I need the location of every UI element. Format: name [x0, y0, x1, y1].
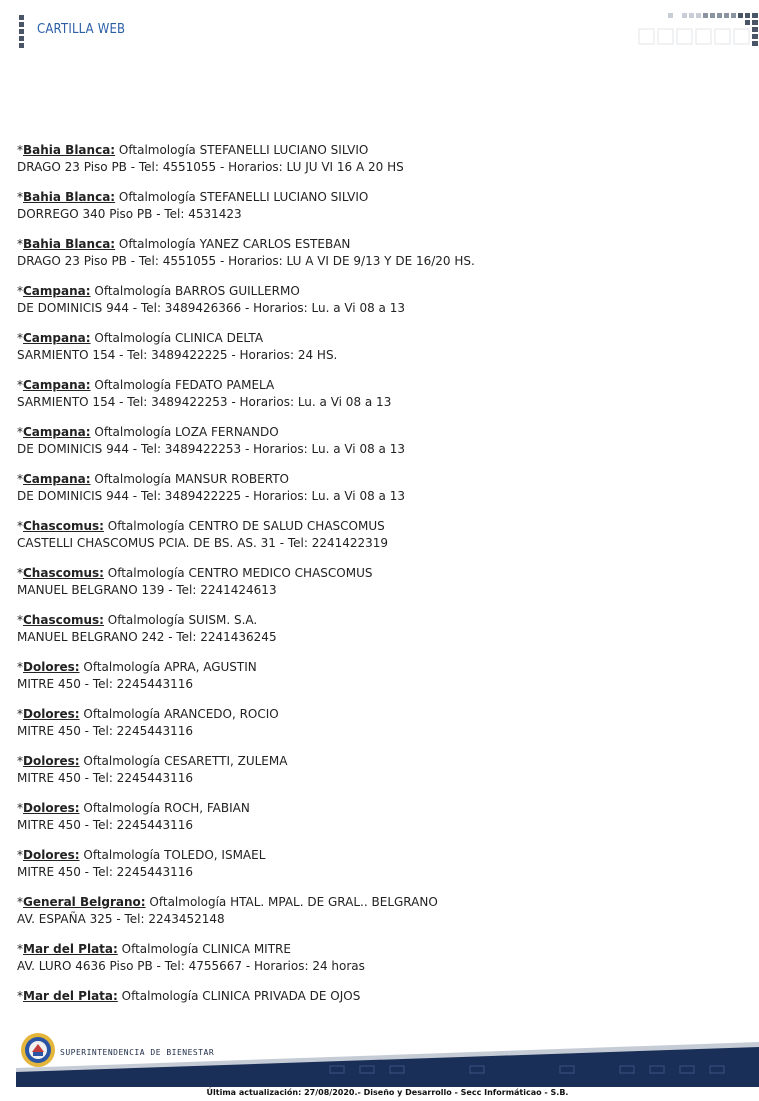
- bullet-marker: *: [17, 613, 23, 627]
- provider-details: DRAGO 23 Piso PB - Tel: 4551055 - Horarios: LU A VI DE 9/13 Y DE 16/20 HS.: [17, 254, 475, 268]
- city-link[interactable]: Mar del Plata:: [23, 942, 118, 956]
- provider-details: DE DOMINICIS 944 - Tel: 3489422225 - Horarios: Lu. a Vi 08 a 13: [17, 489, 405, 503]
- bullet-marker: *: [17, 895, 23, 909]
- city-link[interactable]: Dolores:: [23, 848, 80, 862]
- list-item: [17, 753, 747, 787]
- bullet-marker: *: [17, 378, 23, 392]
- list-item: [17, 424, 747, 458]
- city-link[interactable]: Campana:: [23, 331, 91, 345]
- provider-name: Oftalmología CLINICA DELTA: [94, 331, 264, 345]
- provider-name: Oftalmología ARANCEDO, ROCIO: [83, 707, 279, 721]
- provider-name: Oftalmología ROCH, FABIAN: [83, 801, 250, 815]
- organization-name: SUPERINTENDENCIA DE BIENESTAR: [60, 1048, 215, 1057]
- city-link[interactable]: Dolores:: [23, 801, 80, 815]
- bullet-marker: *: [17, 942, 23, 956]
- city-link[interactable]: Bahia Blanca:: [23, 143, 116, 157]
- provider-name: Oftalmología CLINICA PRIVADA DE OJOS: [121, 989, 361, 1003]
- header-accent-bar: [19, 15, 24, 46]
- bullet-marker: *: [17, 566, 23, 580]
- bullet-marker: *: [17, 801, 23, 815]
- bullet-marker: *: [17, 754, 23, 768]
- list-item: [17, 988, 747, 1005]
- city-link[interactable]: Campana:: [23, 472, 91, 486]
- list-item: [17, 189, 747, 223]
- provider-name: Oftalmología TOLEDO, ISMAEL: [83, 848, 266, 862]
- provider-details: MANUEL BELGRANO 139 - Tel: 2241424613: [17, 583, 277, 597]
- provider-details: MITRE 450 - Tel: 2245443116: [17, 677, 194, 691]
- page-title: CARTILLA WEB: [37, 22, 126, 37]
- bullet-marker: *: [17, 472, 23, 486]
- list-item: [17, 612, 747, 646]
- bullet-marker: *: [17, 660, 23, 674]
- provider-details: MITRE 450 - Tel: 2245443116: [17, 771, 194, 785]
- provider-details: MANUEL BELGRANO 242 - Tel: 2241436245: [17, 630, 277, 644]
- provider-name: Oftalmología CESARETTI, ZULEMA: [83, 754, 288, 768]
- provider-details: DRAGO 23 Piso PB - Tel: 4551055 - Horarios: LU JU VI 16 A 20 HS: [17, 160, 404, 174]
- provider-details: MITRE 450 - Tel: 2245443116: [17, 818, 194, 832]
- list-item: [17, 283, 747, 317]
- list-item: [17, 565, 747, 599]
- list-item: [17, 377, 747, 411]
- list-item: [17, 894, 747, 928]
- bullet-marker: *: [17, 237, 23, 251]
- list-item: [17, 471, 747, 505]
- list-item: [17, 659, 747, 693]
- provider-details: AV. LURO 4636 Piso PB - Tel: 4755667 - Horarios: 24 horas: [17, 959, 365, 973]
- provider-details: CASTELLI CHASCOMUS PCIA. DE BS. AS. 31 - Tel: 2241422319: [17, 536, 389, 550]
- provider-details: SARMIENTO 154 - Tel: 3489422225 - Horarios: 24 HS.: [17, 348, 338, 362]
- city-link[interactable]: Chascomus:: [23, 613, 104, 627]
- list-item: [17, 330, 747, 364]
- provider-name: Oftalmología LOZA FERNANDO: [94, 425, 279, 439]
- list-item: [17, 847, 747, 881]
- list-item: [17, 236, 747, 270]
- provider-details: MITRE 450 - Tel: 2245443116: [17, 724, 194, 738]
- provider-name: Oftalmología YANEZ CARLOS ESTEBAN: [118, 237, 351, 251]
- provider-details: SARMIENTO 154 - Tel: 3489422253 - Horarios: Lu. a Vi 08 a 13: [17, 395, 392, 409]
- list-item: [17, 706, 747, 740]
- provider-name: Oftalmología BARROS GUILLERMO: [94, 284, 300, 298]
- provider-name: Oftalmología MANSUR ROBERTO: [94, 472, 289, 486]
- provider-name: Oftalmología APRA, AGUSTIN: [83, 660, 257, 674]
- bullet-marker: *: [17, 425, 23, 439]
- header-decoration-icon: [638, 11, 759, 47]
- provider-details: AV. ESPAÑA 325 - Tel: 2243452148: [17, 912, 225, 926]
- city-link[interactable]: Mar del Plata:: [23, 989, 118, 1003]
- provider-details: DE DOMINICIS 944 - Tel: 3489422253 - Horarios: Lu. a Vi 08 a 13: [17, 442, 405, 456]
- footer-credit: Última actualización: 27/08/2020.- Diseño y Desarrollo - Secc Informáticao - S.B.: [206, 1088, 569, 1097]
- city-link[interactable]: Campana:: [23, 284, 91, 298]
- list-item: [17, 941, 747, 975]
- bullet-marker: *: [17, 519, 23, 533]
- list-item: [17, 800, 747, 834]
- provider-name: Oftalmología CENTRO MEDICO CHASCOMUS: [107, 566, 373, 580]
- footer-band: [0, 1030, 759, 1090]
- city-link[interactable]: Campana:: [23, 425, 91, 439]
- provider-name: Oftalmología FEDATO PAMELA: [94, 378, 275, 392]
- provider-name: Oftalmología CLINICA MITRE: [121, 942, 291, 956]
- seal-logo-icon: [20, 1032, 56, 1068]
- provider-list: [17, 142, 747, 1018]
- bullet-marker: *: [17, 707, 23, 721]
- bullet-marker: *: [17, 284, 23, 298]
- provider-name: Oftalmología STEFANELLI LUCIANO SILVIO: [118, 190, 369, 204]
- bullet-marker: *: [17, 331, 23, 345]
- city-link[interactable]: Bahia Blanca:: [23, 237, 116, 251]
- provider-details: DE DOMINICIS 944 - Tel: 3489426366 - Horarios: Lu. a Vi 08 a 13: [17, 301, 405, 315]
- city-link[interactable]: General Belgrano:: [23, 895, 146, 909]
- city-link[interactable]: Chascomus:: [23, 566, 104, 580]
- provider-details: DORREGO 340 Piso PB - Tel: 4531423: [17, 207, 242, 221]
- city-link[interactable]: Bahia Blanca:: [23, 190, 116, 204]
- provider-name: Oftalmología STEFANELLI LUCIANO SILVIO: [118, 143, 369, 157]
- list-item: [17, 518, 747, 552]
- provider-name: Oftalmología HTAL. MPAL. DE GRAL.. BELGRANO: [149, 895, 438, 909]
- provider-name: Oftalmología CENTRO DE SALUD CHASCOMUS: [107, 519, 385, 533]
- list-item: [17, 142, 747, 176]
- bullet-marker: *: [17, 143, 23, 157]
- city-link[interactable]: Campana:: [23, 378, 91, 392]
- provider-details: MITRE 450 - Tel: 2245443116: [17, 865, 194, 879]
- bullet-marker: *: [17, 190, 23, 204]
- city-link[interactable]: Chascomus:: [23, 519, 104, 533]
- bullet-marker: *: [17, 848, 23, 862]
- bullet-marker: *: [17, 989, 23, 1003]
- provider-name: Oftalmología SUISM. S.A.: [107, 613, 258, 627]
- city-link[interactable]: Dolores:: [23, 754, 80, 768]
- city-link[interactable]: Dolores:: [23, 660, 80, 674]
- city-link[interactable]: Dolores:: [23, 707, 80, 721]
